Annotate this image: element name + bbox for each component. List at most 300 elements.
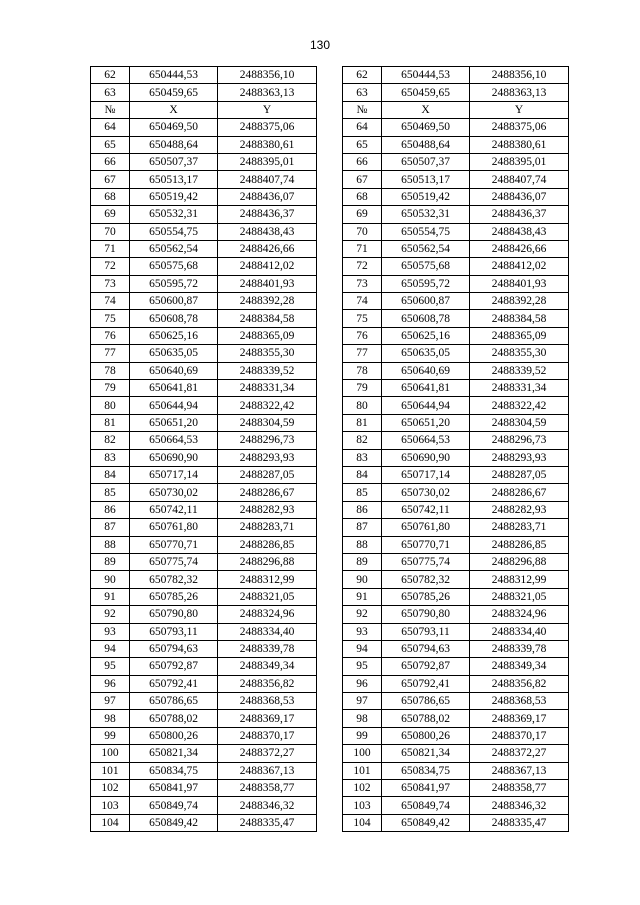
table-row bbox=[91, 640, 569, 657]
table-row bbox=[91, 727, 569, 744]
x-coordinate-cell: 650554,75 bbox=[382, 223, 470, 240]
column-gap bbox=[317, 171, 343, 188]
y-coordinate-cell: 2488369,17 bbox=[218, 710, 317, 727]
table-row bbox=[91, 797, 569, 814]
point-number-cell: 102 bbox=[91, 780, 130, 797]
x-coordinate-cell: 650664,53 bbox=[382, 432, 470, 449]
point-number-cell: 99 bbox=[343, 727, 382, 744]
y-coordinate-cell: 2488335,47 bbox=[218, 814, 317, 831]
table-row bbox=[91, 258, 569, 275]
table-row bbox=[91, 449, 569, 466]
point-number-cell: 82 bbox=[343, 432, 382, 449]
y-coordinate-cell: 2488395,01 bbox=[470, 153, 569, 170]
x-coordinate-cell: 650459,65 bbox=[130, 84, 218, 101]
point-number-cell: 81 bbox=[343, 414, 382, 431]
x-coordinate-cell: 650600,87 bbox=[382, 293, 470, 310]
x-coordinate-cell: 650841,97 bbox=[130, 780, 218, 797]
page-number: 130 bbox=[309, 38, 331, 52]
table-row bbox=[91, 519, 569, 536]
y-coordinate-cell: 2488407,74 bbox=[470, 171, 569, 188]
point-number-cell: 68 bbox=[91, 188, 130, 205]
y-coordinate-cell: 2488322,42 bbox=[218, 397, 317, 414]
table-row bbox=[91, 223, 569, 240]
x-coordinate-cell: 650519,42 bbox=[382, 188, 470, 205]
x-coordinate-cell: 650782,32 bbox=[130, 571, 218, 588]
y-coordinate-cell: 2488287,05 bbox=[470, 466, 569, 483]
x-coordinate-cell: 650800,26 bbox=[130, 727, 218, 744]
x-coordinate-cell: 650717,14 bbox=[382, 466, 470, 483]
point-number-cell: 74 bbox=[343, 293, 382, 310]
x-coordinate-cell: 650770,71 bbox=[382, 536, 470, 553]
point-number-cell: 90 bbox=[91, 571, 130, 588]
x-coordinate-cell: 650790,80 bbox=[130, 606, 218, 623]
x-coordinate-cell: 650793,11 bbox=[382, 623, 470, 640]
x-coordinate-cell: 650786,65 bbox=[382, 693, 470, 710]
column-gap bbox=[317, 310, 343, 327]
x-coordinate-cell: 650788,02 bbox=[382, 710, 470, 727]
x-coordinate-cell: 650821,34 bbox=[130, 745, 218, 762]
y-coordinate-cell: 2488380,61 bbox=[470, 136, 569, 153]
x-coordinate-cell: 650641,81 bbox=[130, 380, 218, 397]
x-coordinate-cell: 650444,53 bbox=[130, 67, 218, 84]
x-coordinate-cell: 650608,78 bbox=[130, 310, 218, 327]
point-number-cell: 85 bbox=[343, 484, 382, 501]
point-number-cell: 64 bbox=[343, 119, 382, 136]
y-coordinate-cell: 2488287,05 bbox=[218, 466, 317, 483]
column-gap bbox=[317, 258, 343, 275]
x-coordinate-cell: 650507,37 bbox=[130, 153, 218, 170]
x-coordinate-cell: 650742,11 bbox=[130, 501, 218, 518]
x-coordinate-cell: 650786,65 bbox=[130, 693, 218, 710]
point-number-cell: 83 bbox=[343, 449, 382, 466]
table-row bbox=[91, 710, 569, 727]
x-coordinate-cell: 650595,72 bbox=[382, 275, 470, 292]
table-row bbox=[91, 432, 569, 449]
point-number-cell: 71 bbox=[343, 240, 382, 257]
y-coordinate-cell: 2488438,43 bbox=[218, 223, 317, 240]
point-number-cell: 71 bbox=[91, 240, 130, 257]
y-coordinate-cell: 2488384,58 bbox=[218, 310, 317, 327]
y-coordinate-cell: 2488334,40 bbox=[218, 623, 317, 640]
y-coordinate-cell: 2488339,78 bbox=[218, 640, 317, 657]
y-coordinate-cell: 2488283,71 bbox=[470, 519, 569, 536]
point-number-cell: 70 bbox=[91, 223, 130, 240]
column-gap bbox=[317, 606, 343, 623]
y-coordinate-cell: Y bbox=[218, 101, 317, 118]
column-gap bbox=[317, 293, 343, 310]
x-coordinate-cell: 650690,90 bbox=[382, 449, 470, 466]
x-coordinate-cell: 650717,14 bbox=[130, 466, 218, 483]
x-coordinate-cell: 650792,41 bbox=[382, 675, 470, 692]
point-number-cell: 91 bbox=[91, 588, 130, 605]
table-row bbox=[91, 293, 569, 310]
point-number-cell: 77 bbox=[91, 345, 130, 362]
y-coordinate-cell: 2488367,13 bbox=[470, 762, 569, 779]
x-coordinate-cell: 650513,17 bbox=[130, 171, 218, 188]
y-coordinate-cell: 2488369,17 bbox=[470, 710, 569, 727]
y-coordinate-cell: 2488365,09 bbox=[470, 327, 569, 344]
table-row bbox=[91, 762, 569, 779]
table-row bbox=[91, 675, 569, 692]
x-coordinate-cell: 650792,41 bbox=[130, 675, 218, 692]
column-gap bbox=[317, 327, 343, 344]
x-coordinate-cell: 650775,74 bbox=[382, 553, 470, 570]
y-coordinate-cell: 2488436,37 bbox=[218, 206, 317, 223]
x-coordinate-cell: 650834,75 bbox=[130, 762, 218, 779]
x-coordinate-cell: 650625,16 bbox=[130, 327, 218, 344]
column-gap bbox=[317, 153, 343, 170]
column-gap bbox=[317, 588, 343, 605]
y-coordinate-cell: 2488368,53 bbox=[218, 693, 317, 710]
table-row bbox=[91, 814, 569, 831]
y-coordinate-cell: 2488392,28 bbox=[218, 293, 317, 310]
table-row bbox=[91, 310, 569, 327]
column-gap bbox=[317, 571, 343, 588]
point-number-cell: 75 bbox=[91, 310, 130, 327]
y-coordinate-cell: 2488339,78 bbox=[470, 640, 569, 657]
table-row bbox=[91, 658, 569, 675]
table-row bbox=[91, 206, 569, 223]
point-number-cell: 69 bbox=[91, 206, 130, 223]
point-number-cell: 78 bbox=[343, 362, 382, 379]
y-coordinate-cell: 2488407,74 bbox=[218, 171, 317, 188]
table-row bbox=[91, 571, 569, 588]
point-number-cell: 62 bbox=[91, 67, 130, 84]
x-coordinate-cell: 650790,80 bbox=[382, 606, 470, 623]
y-coordinate-cell: 2488339,52 bbox=[470, 362, 569, 379]
column-gap bbox=[317, 432, 343, 449]
y-coordinate-cell: 2488304,59 bbox=[470, 414, 569, 431]
x-coordinate-cell: 650775,74 bbox=[130, 553, 218, 570]
point-number-cell: 103 bbox=[91, 797, 130, 814]
y-coordinate-cell: 2488436,07 bbox=[218, 188, 317, 205]
y-coordinate-cell: 2488401,93 bbox=[470, 275, 569, 292]
y-coordinate-cell: 2488282,93 bbox=[470, 501, 569, 518]
table-row bbox=[91, 275, 569, 292]
y-coordinate-cell: 2488331,34 bbox=[470, 380, 569, 397]
table-row bbox=[91, 414, 569, 431]
y-coordinate-cell: 2488356,10 bbox=[470, 67, 569, 84]
point-number-cell: 93 bbox=[91, 623, 130, 640]
x-coordinate-cell: 650575,68 bbox=[130, 258, 218, 275]
table-row bbox=[91, 553, 569, 570]
y-coordinate-cell: 2488339,52 bbox=[218, 362, 317, 379]
point-number-cell: 64 bbox=[91, 119, 130, 136]
x-coordinate-cell: 650849,74 bbox=[382, 797, 470, 814]
point-number-cell: 100 bbox=[91, 745, 130, 762]
y-coordinate-cell: 2488358,77 bbox=[470, 780, 569, 797]
y-coordinate-cell: 2488296,88 bbox=[470, 553, 569, 570]
y-coordinate-cell: 2488312,99 bbox=[470, 571, 569, 588]
column-gap bbox=[317, 188, 343, 205]
column-gap bbox=[317, 484, 343, 501]
column-gap bbox=[317, 553, 343, 570]
point-number-cell: 92 bbox=[343, 606, 382, 623]
point-number-cell: 92 bbox=[91, 606, 130, 623]
column-gap bbox=[317, 275, 343, 292]
column-gap bbox=[317, 380, 343, 397]
y-coordinate-cell: 2488356,82 bbox=[218, 675, 317, 692]
y-coordinate-cell: 2488392,28 bbox=[470, 293, 569, 310]
y-coordinate-cell: 2488401,93 bbox=[218, 275, 317, 292]
y-coordinate-cell: 2488312,99 bbox=[218, 571, 317, 588]
y-coordinate-cell: 2488372,27 bbox=[470, 745, 569, 762]
y-coordinate-cell: 2488334,40 bbox=[470, 623, 569, 640]
coordinates-table bbox=[90, 66, 569, 832]
x-coordinate-cell: 650782,32 bbox=[382, 571, 470, 588]
x-coordinate-cell: 650562,54 bbox=[130, 240, 218, 257]
column-gap bbox=[317, 745, 343, 762]
point-number-cell: 86 bbox=[343, 501, 382, 518]
y-coordinate-cell: 2488282,93 bbox=[218, 501, 317, 518]
point-number-cell: 70 bbox=[343, 223, 382, 240]
x-coordinate-cell: 650841,97 bbox=[382, 780, 470, 797]
point-number-cell: 87 bbox=[343, 519, 382, 536]
x-coordinate-cell: 650519,42 bbox=[130, 188, 218, 205]
column-gap bbox=[317, 693, 343, 710]
x-coordinate-cell: 650600,87 bbox=[130, 293, 218, 310]
x-coordinate-cell: 650469,50 bbox=[130, 119, 218, 136]
point-number-cell: 100 bbox=[343, 745, 382, 762]
y-coordinate-cell: 2488395,01 bbox=[218, 153, 317, 170]
point-number-cell: 68 bbox=[343, 188, 382, 205]
table-row bbox=[91, 362, 569, 379]
table-row bbox=[91, 606, 569, 623]
x-coordinate-cell: 650761,80 bbox=[130, 519, 218, 536]
column-gap bbox=[317, 345, 343, 362]
table-row bbox=[91, 536, 569, 553]
y-coordinate-cell: 2488356,82 bbox=[470, 675, 569, 692]
point-number-cell: 63 bbox=[343, 84, 382, 101]
column-gap bbox=[317, 84, 343, 101]
column-gap bbox=[317, 101, 343, 118]
x-coordinate-cell: 650821,34 bbox=[382, 745, 470, 762]
y-coordinate-cell: 2488372,27 bbox=[218, 745, 317, 762]
y-coordinate-cell: 2488355,30 bbox=[218, 345, 317, 362]
point-number-cell: 95 bbox=[343, 658, 382, 675]
x-coordinate-cell: 650575,68 bbox=[382, 258, 470, 275]
table-header-row bbox=[91, 101, 569, 118]
table-row bbox=[91, 153, 569, 170]
x-coordinate-cell: 650644,94 bbox=[130, 397, 218, 414]
point-number-cell: 82 bbox=[91, 432, 130, 449]
y-coordinate-cell: 2488365,09 bbox=[218, 327, 317, 344]
x-coordinate-cell: X bbox=[382, 101, 470, 118]
point-number-cell: 95 bbox=[91, 658, 130, 675]
x-coordinate-cell: 650849,74 bbox=[130, 797, 218, 814]
point-number-cell: 75 bbox=[343, 310, 382, 327]
point-number-cell: 76 bbox=[91, 327, 130, 344]
point-number-cell: 76 bbox=[343, 327, 382, 344]
y-coordinate-cell: 2488436,37 bbox=[470, 206, 569, 223]
point-number-cell: 85 bbox=[91, 484, 130, 501]
column-gap bbox=[317, 623, 343, 640]
table-row bbox=[91, 136, 569, 153]
table-row bbox=[91, 240, 569, 257]
x-coordinate-cell: 650532,31 bbox=[382, 206, 470, 223]
point-number-cell: 65 bbox=[343, 136, 382, 153]
point-number-cell: 97 bbox=[91, 693, 130, 710]
y-coordinate-cell: 2488331,34 bbox=[218, 380, 317, 397]
y-coordinate-cell: 2488324,96 bbox=[218, 606, 317, 623]
x-coordinate-cell: 650761,80 bbox=[382, 519, 470, 536]
point-number-cell: 99 bbox=[91, 727, 130, 744]
point-number-cell: 78 bbox=[91, 362, 130, 379]
x-coordinate-cell: 650793,11 bbox=[130, 623, 218, 640]
point-number-cell: 84 bbox=[343, 466, 382, 483]
point-number-cell: 89 bbox=[91, 553, 130, 570]
point-number-cell: 81 bbox=[91, 414, 130, 431]
point-number-cell: 94 bbox=[91, 640, 130, 657]
x-coordinate-cell: 650730,02 bbox=[130, 484, 218, 501]
x-coordinate-cell: 650507,37 bbox=[382, 153, 470, 170]
point-number-cell: 96 bbox=[91, 675, 130, 692]
column-gap bbox=[317, 797, 343, 814]
x-coordinate-cell: 650770,71 bbox=[130, 536, 218, 553]
column-gap bbox=[317, 119, 343, 136]
table-row bbox=[91, 171, 569, 188]
point-number-cell: 87 bbox=[91, 519, 130, 536]
point-number-cell: 94 bbox=[343, 640, 382, 657]
x-coordinate-cell: 650788,02 bbox=[130, 710, 218, 727]
point-number-cell: 84 bbox=[91, 466, 130, 483]
y-coordinate-cell: 2488363,13 bbox=[470, 84, 569, 101]
point-number-cell: 83 bbox=[91, 449, 130, 466]
x-coordinate-cell: 650488,64 bbox=[130, 136, 218, 153]
column-gap bbox=[317, 136, 343, 153]
x-coordinate-cell: 650625,16 bbox=[382, 327, 470, 344]
x-coordinate-cell: 650651,20 bbox=[130, 414, 218, 431]
column-gap bbox=[317, 466, 343, 483]
table-row bbox=[91, 501, 569, 518]
table-row bbox=[91, 693, 569, 710]
x-coordinate-cell: 650742,11 bbox=[382, 501, 470, 518]
x-coordinate-cell: 650834,75 bbox=[382, 762, 470, 779]
point-number-cell: 73 bbox=[343, 275, 382, 292]
point-number-cell: 80 bbox=[91, 397, 130, 414]
y-coordinate-cell: 2488346,32 bbox=[470, 797, 569, 814]
y-coordinate-cell: 2488286,67 bbox=[470, 484, 569, 501]
x-coordinate-cell: 650635,05 bbox=[130, 345, 218, 362]
x-coordinate-cell: X bbox=[130, 101, 218, 118]
table-row bbox=[91, 745, 569, 762]
x-coordinate-cell: 650608,78 bbox=[382, 310, 470, 327]
x-coordinate-cell: 650849,42 bbox=[130, 814, 218, 831]
point-number-cell: 91 bbox=[343, 588, 382, 605]
y-coordinate-cell: 2488375,06 bbox=[470, 119, 569, 136]
table-row bbox=[91, 623, 569, 640]
y-coordinate-cell: 2488346,32 bbox=[218, 797, 317, 814]
point-number-cell: 104 bbox=[91, 814, 130, 831]
column-gap bbox=[317, 67, 343, 84]
x-coordinate-cell: 650640,69 bbox=[382, 362, 470, 379]
table-row bbox=[91, 380, 569, 397]
point-number-cell: 62 bbox=[343, 67, 382, 84]
point-number-cell: 65 bbox=[91, 136, 130, 153]
column-gap bbox=[317, 780, 343, 797]
y-coordinate-cell: 2488321,05 bbox=[218, 588, 317, 605]
x-coordinate-cell: 650595,72 bbox=[130, 275, 218, 292]
x-coordinate-cell: 650554,75 bbox=[130, 223, 218, 240]
y-coordinate-cell: 2488367,13 bbox=[218, 762, 317, 779]
column-gap bbox=[317, 223, 343, 240]
table-row bbox=[91, 327, 569, 344]
column-gap bbox=[317, 206, 343, 223]
table-row bbox=[91, 484, 569, 501]
point-number-cell: № bbox=[91, 101, 130, 118]
point-number-cell: 63 bbox=[91, 84, 130, 101]
point-number-cell: 89 bbox=[343, 553, 382, 570]
x-coordinate-cell: 650532,31 bbox=[130, 206, 218, 223]
point-number-cell: 74 bbox=[91, 293, 130, 310]
x-coordinate-cell: 650785,26 bbox=[382, 588, 470, 605]
point-number-cell: 67 bbox=[343, 171, 382, 188]
x-coordinate-cell: 650849,42 bbox=[382, 814, 470, 831]
point-number-cell: 66 bbox=[91, 153, 130, 170]
column-gap bbox=[317, 727, 343, 744]
y-coordinate-cell: 2488380,61 bbox=[218, 136, 317, 153]
x-coordinate-cell: 650488,64 bbox=[382, 136, 470, 153]
y-coordinate-cell: 2488293,93 bbox=[470, 449, 569, 466]
y-coordinate-cell: 2488296,88 bbox=[218, 553, 317, 570]
point-number-cell: 79 bbox=[91, 380, 130, 397]
column-gap bbox=[317, 640, 343, 657]
point-number-cell: 97 bbox=[343, 693, 382, 710]
x-coordinate-cell: 650651,20 bbox=[382, 414, 470, 431]
point-number-cell: 101 bbox=[91, 762, 130, 779]
point-number-cell: 79 bbox=[343, 380, 382, 397]
point-number-cell: 101 bbox=[343, 762, 382, 779]
y-coordinate-cell: 2488335,47 bbox=[470, 814, 569, 831]
y-coordinate-cell: 2488283,71 bbox=[218, 519, 317, 536]
table-row bbox=[91, 188, 569, 205]
point-number-cell: 96 bbox=[343, 675, 382, 692]
table-row bbox=[91, 119, 569, 136]
point-number-cell: 80 bbox=[343, 397, 382, 414]
column-gap bbox=[317, 501, 343, 518]
point-number-cell: 77 bbox=[343, 345, 382, 362]
y-coordinate-cell: 2488412,02 bbox=[470, 258, 569, 275]
x-coordinate-cell: 650690,90 bbox=[130, 449, 218, 466]
point-number-cell: 90 bbox=[343, 571, 382, 588]
column-gap bbox=[317, 658, 343, 675]
y-coordinate-cell: 2488384,58 bbox=[470, 310, 569, 327]
coordinates-table-body bbox=[91, 67, 569, 832]
y-coordinate-cell: 2488436,07 bbox=[470, 188, 569, 205]
point-number-cell: 69 bbox=[343, 206, 382, 223]
x-coordinate-cell: 650664,53 bbox=[130, 432, 218, 449]
point-number-cell: 93 bbox=[343, 623, 382, 640]
y-coordinate-cell: 2488322,42 bbox=[470, 397, 569, 414]
x-coordinate-cell: 650444,53 bbox=[382, 67, 470, 84]
column-gap bbox=[317, 762, 343, 779]
point-number-cell: № bbox=[343, 101, 382, 118]
y-coordinate-cell: 2488286,85 bbox=[218, 536, 317, 553]
x-coordinate-cell: 650792,87 bbox=[130, 658, 218, 675]
point-number-cell: 67 bbox=[91, 171, 130, 188]
point-number-cell: 103 bbox=[343, 797, 382, 814]
table-row bbox=[91, 345, 569, 362]
x-coordinate-cell: 650641,81 bbox=[382, 380, 470, 397]
point-number-cell: 66 bbox=[343, 153, 382, 170]
table-row bbox=[91, 780, 569, 797]
y-coordinate-cell: 2488286,67 bbox=[218, 484, 317, 501]
column-gap bbox=[317, 240, 343, 257]
y-coordinate-cell: 2488296,73 bbox=[470, 432, 569, 449]
y-coordinate-cell: 2488412,02 bbox=[218, 258, 317, 275]
y-coordinate-cell: 2488321,05 bbox=[470, 588, 569, 605]
y-coordinate-cell: 2488375,06 bbox=[218, 119, 317, 136]
